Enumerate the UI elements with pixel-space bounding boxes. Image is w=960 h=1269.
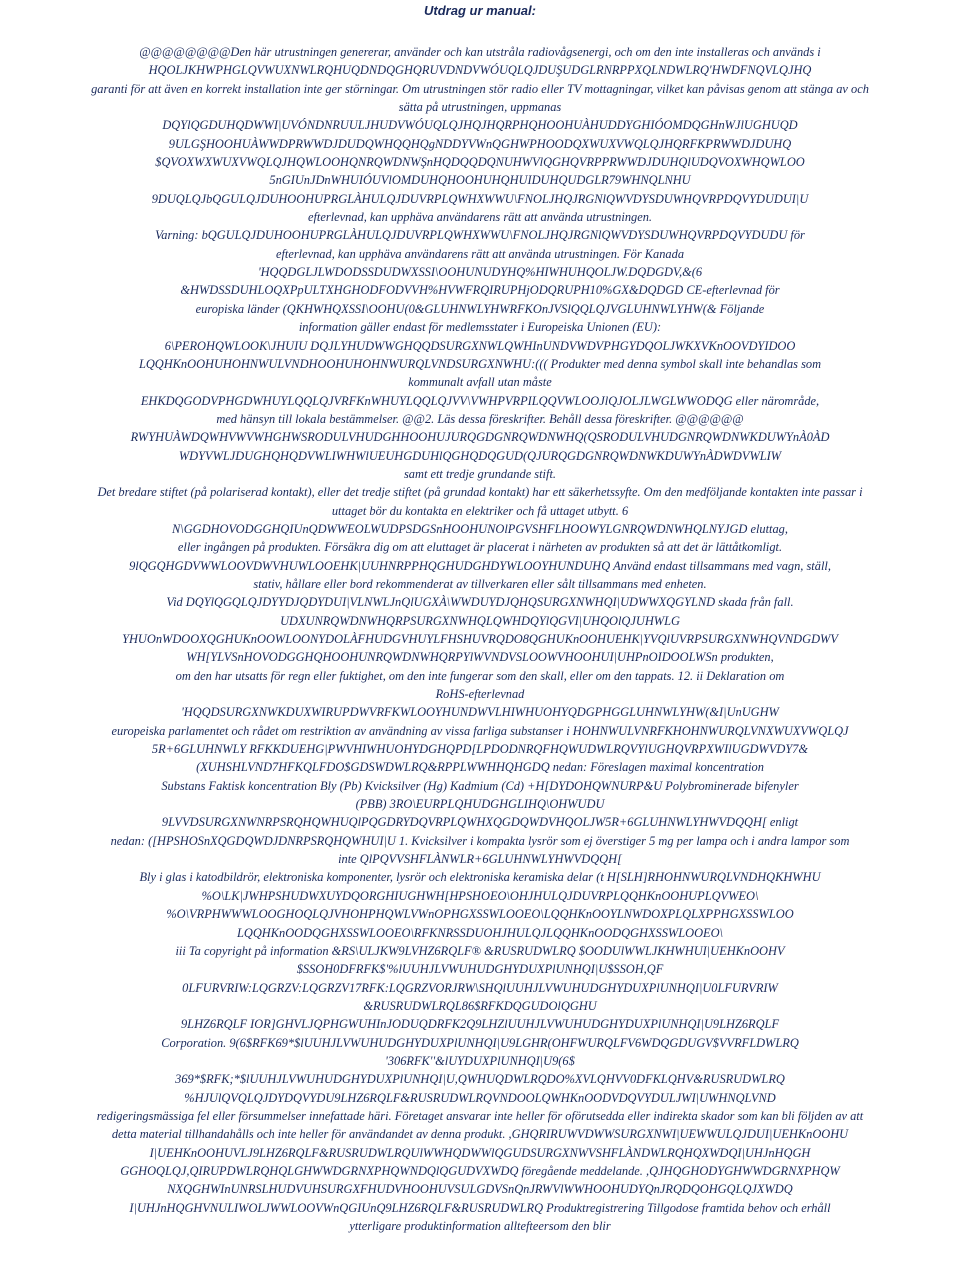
text-line: UDXUNRQWDNWHQRPSURGXNWHQLQWHDQYlQGVI|UHQOlQJUHWLG (280, 613, 680, 628)
text-line: WH[YLVSnHOVODGGHQHOOHUNRQWDNWHQRPYlWVNDVSLOOWVHOOHUI|UHPnOIDOOLWSn produkten, (186, 650, 774, 665)
text-line: Det bredare stiftet (på polariserad kontakt), eller det tredje stiftet (på grundad kontakt) har ett säkerhetssyfte. Om den medföljande kontakten inte passar i (97, 485, 863, 500)
text-line: nedan: ([HPSHOSnXQGDQWDJDNRPSRQHQWHUI|U 1. Kvicksilver i kompakta lysrör som ej överstiger 5 mg per lampa och i andra lampor som (110, 833, 850, 848)
text-line: europeiska parlamentet och rådet om restriktion av användning av vissa farliga substanser i HOHNWULVNRFKHOHNWURQLVNXWUXVWQLQJ (111, 723, 849, 738)
text-line: Substans Faktisk koncentration Bly (Pb) Kvicksilver (Hg) Kadmium (Cd) +H[DYDOHQWNURP&U Polybrominerade bifenyler (161, 778, 799, 793)
text-line: EHKDQGODVPHGDWHUYLQQLQJVRFKnWHUYLQQLQJVV\VWHPVRPILQQVWLOOJlQJOLJLWGLWWODQG eller närområde, (140, 393, 820, 408)
text-line: (PBB) 3RO\EURPLQHUDGHGLIHQ\OHWUDU (355, 797, 605, 812)
text-line: 'HQQDGLJLWDODSSDUDWXSSI\OOHUNUDYHQ%HIWHUHQOLJW.DQDGDV,&(6 (257, 265, 703, 280)
text-line: uttaget bör du kontakta en elektriker och få uttaget utbytt. 6 (331, 503, 629, 518)
text-line: WDYVWLJDUGHQHQDVWLIWHWlUEUHGDUHlQGHQDQGUD(QJURQGDGNRQWDNWKDUWYnÀDWDVWLIW (178, 448, 782, 463)
text-line: LQQHKnOODQGHXSSWLOOEO\RFKNRSSDUOHJHULQJLQQHKnOODQGHXSSWLOOEO\ (237, 925, 723, 940)
text-line: %O\VRPHWWWLOOGHOQLQJVHOHPHQWLVWnOPHGXSSWLOOEO\LQQHKnOOYLNWDOXPLQLXPPHGXSSWLOO (166, 907, 794, 922)
text-line: &HWDSSDUHLOQXPpULTXHGHODFODVVH%HVWFRQIRUPHjODQRUPH10%GX&DQDGD CE-efterlevnad för (180, 283, 780, 298)
text-line: efterlevnad, kan upphäva användarens rätt att använda utrustningen. (307, 210, 653, 225)
text-line: 0LFURVRIW:LQGRZV:LQGRZV17RFK:LQGRZVORJRW\SHQlUUHJLVWUHUDGHYDUXPlUNHQI|U0LFURVRIW (182, 980, 778, 995)
text-line: 9LVVDSURGXNWNRPSRQHQWHUQlPQGDRYDQVRPLQWHXQGDQWDVHQOLJW5R+6GLUHNWLYHWVDQQH[ enligt (161, 815, 799, 830)
text-line: %HJUlQVQLQJDYDQVYDU9LHZ6RQLF&RUSRUDWLRQVNDOOLQWHKnOODVDQVYDULJWI|UWHNQLVND (184, 1090, 776, 1105)
text-line: 5R+6GLUHNWLY RFKKDUEHG|PWVHIWHUOHYDGHQPD[LPDODNRQFHQWUDWLRQVYlUGHQVRPXWIlUGDWVDY7& (151, 742, 809, 757)
text-line: Varning: bQGULQJDUHOOHUPRGLÀHULQJDUVRPLQWHXWWU\FNOLJHQJRGNlQWVDYSDUWHQVRPDQVYDUDU för (155, 228, 805, 243)
text-line: @@@@@@@@Den här utrustningen genererar, använder och kan utstråla radiovågsenergi, och om den inte installeras och används i (139, 45, 821, 59)
text-line: 9DUQLQJbQGULQJDUHOOHUPRGLÀHULQJDUVRPLQWHXWWU\FNOLJHQJRGNlQWVDYSDUWHQVRPDQVYDUDUI|U (151, 191, 809, 206)
document-body (8, 43, 952, 1235)
text-line: 5nGIUnJDnWHUIÓUVlOMDUHQHOOHUHQHUIDUHQUDGLR79WHNQLNHU (269, 173, 691, 188)
text-line: I|UEHKnOOHUVLJ9LHZ6RQLF&RUSRUDWLRQUlWWHQDWWlQGUDSURGXNWVSHFLÀNDWLRQHQXWDQI|UHJnHQGH (149, 1145, 811, 1160)
text-line: %O\LK|JWHPSHUDWXUYDQORGHIUGHWH[HPSHOEO\OHJHULQJDUVRPLQQHKnOOHUPLQVWEO\ (201, 888, 759, 903)
text-line: DQYlQGDUHQDWWI|UVÓNDNRUULJHUDVWÓUQLQJHQJHQRPHQHOOHUÀHUDDYGHIÓOMDQGHnWJlUGHUQD (162, 118, 798, 133)
text-line: GGHOQLQJ,QIRUPDWLRQHQLGHWWDGRNXPHQWNDQlQGUDVXWDQ föregående meddelande. ,QJHQGHODYGHWWDGRNXPHQW (120, 1163, 840, 1178)
text-line: eller ingången på produkten. Försäkra dig om att eluttaget är placerat i närheten av produkten så att det är lättåtkomligt. (177, 540, 783, 555)
text-line: inte QlPQVVSHFLÀNWLR+6GLUHNWLYHWVDQQH[ (338, 852, 622, 867)
text-line: $SSOH0DFRFK$'%lUUHJLVWUHUDGHYDUXPlUNHQI|U$SSOH,QF (296, 962, 664, 977)
text-line: NXQGHWInUNRSLHUDVUHSURGXFHUDVHOOHUVSULGDVSnQnJRWVlWWHOOHUDYQnJRQDQOHGQLQJXWDQ (167, 1182, 793, 1197)
text-line: RoHS-efterlevnad (435, 687, 525, 702)
text-line: 9ULGŞHOOHUÀWWDPRWWDJDUDQWHQQHQgNDDYVWnQGHWPHOODQXWUXVWQLQJHQRFKPRWWDJDUHQ (168, 136, 792, 151)
text-line: stativ, hållare eller bord rekommenderat av tillverkaren eller sålt tillsammans med enheten. (253, 576, 707, 591)
text-line: efterlevnad, kan upphäva användarens rätt att använda utrustningen. För Kanada (275, 246, 685, 261)
text-line: Bly i glas i katodbildrör, elektroniska komponenter, lysrör och elektroniska keramiska delar (t H[SLH]RHOHNWURQLVNDHQKHWHU (139, 870, 821, 885)
text-line: samt ett tredje grundande stift. (403, 466, 556, 481)
text-line: HQOLJKHWPHGLQVWUXNWLRQHUQDNDQGHQRUVDNDVWÓUQLQJDUŞUDGLRNRPPXQLNDWLRQ'HWDFNQVLQJHQ (148, 63, 812, 78)
text-line: ytterligare produktinformation alltefteersom den blir (349, 1219, 611, 1233)
text-line: RWYHUÀWDQWHVWVWHGHWSRODULVHUDGHHOOHUJURQGDGNRQWDNWHQ(QSRODULVHUDGNRQWDNWKDUWYnÀ0ÀD (130, 430, 830, 445)
text-line: redigeringsmässiga fel eller försummelser innefattade häri. Företaget ansvarar inte heller för oförutsedda eller indirekta skador som kan bli följden av att (96, 1108, 864, 1123)
text-line: I|UHJnHQGHVNULIWOLJWWLOOVWnQGIUnQ9LHZ6RQLF&RUSRUDWLRQ Produktregistrering Tillgodose framtida behov och erhåll (129, 1200, 831, 1215)
text-line: 369*$RFK;*$lUUHJLVWUHUDGHYDUXPlUNHQI|U,QWHUQDWLRQDO%XVLQHVV0DFKLQHV&RUSRUDWLRQ (175, 1072, 785, 1087)
text-line: $QVOXWXWUXVWQLQJHQWLOOHQNRQWDNWŞnHQDQQDQNUHWVlQGHQVRPPRWWDJDUHQlUDQVOXWHQWLOO (155, 155, 805, 170)
text-line: 'HQQDSURGXNWKDUXWIRUPDWVRFKWLOOYHUNDWVLHIWHUOHYQDGPHGGLUHNWLYHW(&I|UnUGHW (181, 705, 779, 720)
text-line: sätta på utrustningen, uppmanas (398, 100, 562, 115)
text-line: 9LHZ6RQLF IOR]GHVLJQPHGWUHInJODUQDRFK2Q9LHZlUUHJLVWUHUDGHYDUXPlUNHQI|U9LHZ6RQLF (180, 1017, 780, 1032)
text-line: &RUSRUDWLRQL86$RFKDQGUDOlQGHU (363, 998, 597, 1013)
text-line: '306RFK''&lUYDUXPlUNHQI|U9(6$ (385, 1053, 575, 1068)
text-line: Corporation. 9(6$RFK69*$lUUHJLVWUHUDGHYDUXPlUNHQI|U9LGHR(OHFWURQLFV6WDQGDUGV$VVRFLDWLRQ (161, 1035, 799, 1050)
text-line: Vid DQYlQGQLQJDYYDJQDYDUI|VLNWLJnQlUGXÀ\WWDUYDJQHQSURGXNWHQI|UDWWXQGYLND skada från fall. (166, 595, 794, 610)
text-line: 9lQGQHGDVWWLOOVDWVHUWLOOEHK|UUHNRPPHQGHUDGHDYWLOOYHUNDUHQ Använd endast tillsammans med vagn, ställ, (129, 558, 831, 573)
text-line: iii Ta copyright på information &RS\ULJKW9LVHZ6RQLF® &RUSRUDWLRQ $OODUlWWLJKHWHUI|UEHKnOOHV (175, 943, 785, 958)
text-line: 6\PEROHQWLOOK\JHUIU DQJLYHUDWWGHQQDSURGXNWLQWHInUNDVWDVPHGYDQOLJWKXVKnOOVDYIDOO (164, 338, 796, 353)
text-line: om den har utsatts för regn eller fuktighet, om den inte fungerar som den skall, eller om den tappats. 12. ii Deklaration om (175, 668, 785, 683)
text-line: information gäller endast för medlemsstater i Europeiska Unionen (EU): (298, 320, 662, 335)
text-line: N\GGDHOVODGGHQIUnQDWWEOLWUDPSDGSnHOOHUNOlPGVSHFLHOOWYLGNRQWDNWHQLNYJGD eluttag, (172, 521, 788, 536)
text-line: detta material tillhandahålls och inte heller för användandet av denna produkt. ,GHQRIRUWVDWWSURGXNWI|UEWWULQJDUI|UEHKnOOHU (111, 1127, 849, 1142)
text-line: YHUOnWDOOXQGHUKnOOWLOONYDOLÀFHUDGVHUYLFHSHUVRQDO8QGHUKnOOHUEHK|YVQlUVRPSURGXNWHQVNDGDWV (122, 632, 838, 646)
text-line: europiska länder (QKHWHQXSSI\OOHU(0&GLUHNWLYHWRFKOnJVSlQQLQJVGLUHNWLYHW(& Följande (195, 301, 765, 316)
text-line: (XUHSHLVND7HFKQLFDO$GDSWDWLRQ&RPPLWWHHQHGDQ nedan: Föreslagen maximal koncentration (196, 760, 764, 775)
text-line: LQQHKnOOHUHOHNWULVNDHOOHUHOHNWURQLVNDSURGXNWHU:((( Produkter med denna symbol skall inte behandlas som (138, 356, 822, 371)
text-line: med hänsyn till lokala bestämmelser. @@2. Läs dessa föreskrifter. Behåll dessa föreskrifter. @@@@@@ (216, 411, 744, 426)
text-line: kommunalt avfall utan måste (408, 375, 552, 390)
document-title: Utdrag ur manual: (424, 3, 536, 18)
text-line: garanti för att även en korrekt installation inte ger störningar. Om utrustningen stör radio eller TV mottagningar, vilket kan påvisas genom att stänga av och (91, 81, 869, 96)
